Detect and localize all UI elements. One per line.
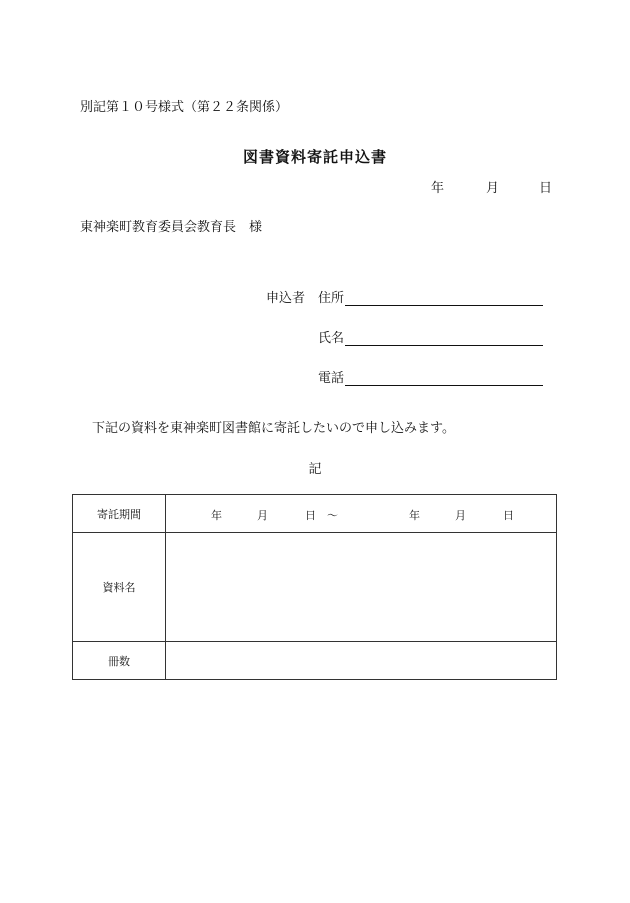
document-title: 図書資料寄託申込書 (242, 148, 387, 166)
period-value-cell[interactable] (166, 495, 557, 533)
period-to-year: 年 (409, 509, 420, 522)
form-number: 別記第１０号様式（第２２条関係） (80, 100, 289, 115)
table-row-material (73, 533, 557, 642)
count-label: 冊数 (73, 642, 166, 680)
addressee: 東神楽町教育委員会教育長 様 (80, 220, 263, 235)
applicant-label: 申込者 (266, 291, 306, 306)
date-day: 日 (539, 181, 553, 196)
deposit-details-table (72, 494, 557, 680)
address-label: 住所 (318, 291, 345, 306)
name-field[interactable] (318, 327, 543, 346)
material-value-cell[interactable] (166, 533, 557, 642)
period-from-year: 年 (211, 509, 222, 522)
phone-label: 電話 (318, 371, 345, 386)
period-from-day: 日 (305, 509, 316, 522)
ki-heading: 記 (308, 462, 322, 477)
period-from-month: 月 (257, 509, 268, 522)
table-row-period (73, 495, 557, 533)
period-to-day: 日 (503, 509, 514, 522)
table-row-count (73, 642, 557, 680)
count-value-cell[interactable] (166, 642, 557, 680)
material-label: 資料名 (73, 533, 166, 642)
address-line[interactable] (345, 291, 543, 306)
period-label: 寄託期間 (73, 495, 166, 533)
request-statement: 下記の資料を東神楽町図書館に寄託したいので申し込みます。 (92, 421, 455, 436)
address-field[interactable] (318, 287, 543, 306)
name-label: 氏名 (318, 331, 345, 346)
date-month: 月 (486, 181, 500, 196)
period-tilde: ～ (327, 509, 338, 522)
name-line[interactable] (345, 331, 543, 346)
phone-field[interactable] (318, 367, 543, 386)
phone-line[interactable] (345, 371, 543, 386)
date-year: 年 (431, 181, 445, 196)
period-to-month: 月 (455, 509, 466, 522)
